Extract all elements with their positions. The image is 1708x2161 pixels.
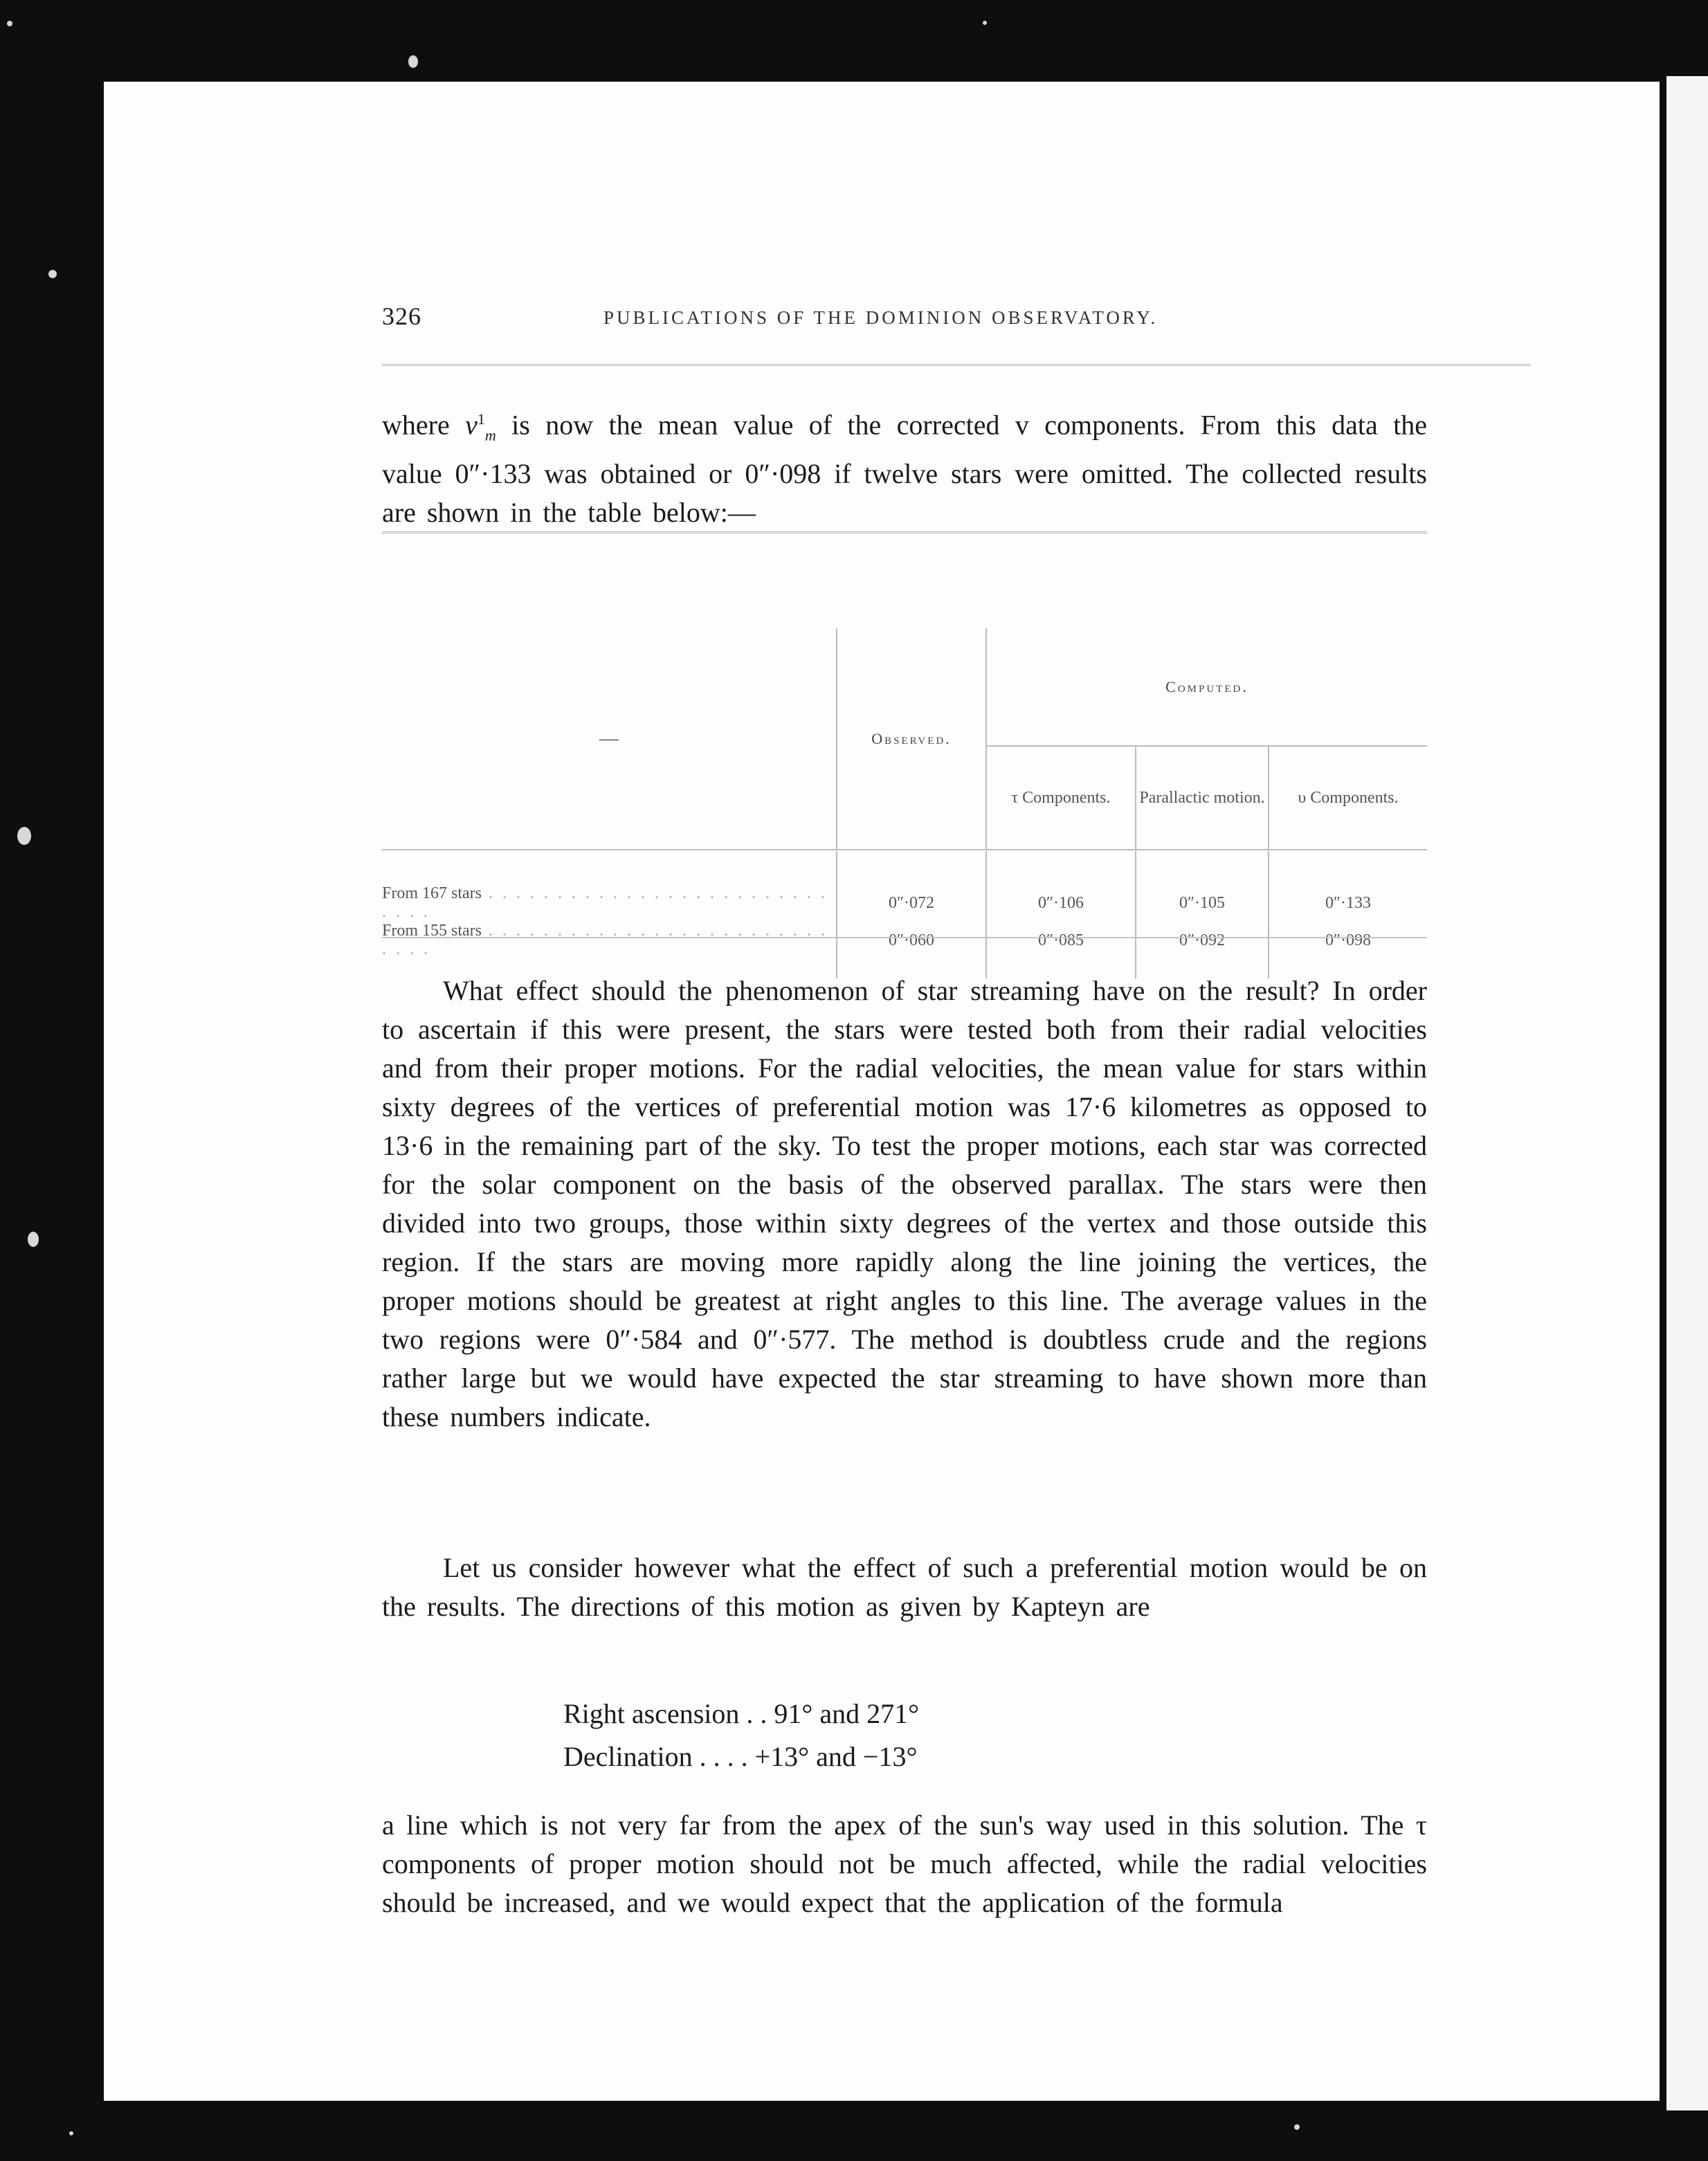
upsilon-components-header: υ Components. [1269, 746, 1427, 850]
scan-speck [69, 2131, 73, 2135]
paragraph-application: a line which is not very far from the apex of the sun's way used in this solution. The τ components of proper motion should not be much affected, while the radial velocities should be increased, and we would expect that the application of the formula [382, 1809, 1427, 1918]
declination-line: Declination . . . . +13° and −13° [563, 1741, 918, 1772]
math-symbol: v [465, 409, 478, 441]
math-subscript: m [484, 426, 496, 444]
row-label: From 155 stars . . . . . . . . . . . . . . . . . . . . . . . . . . . . . [382, 922, 828, 958]
blank-header-cell: — [599, 727, 619, 749]
paragraph-preferential-motion: Let us consider however what the effect of such a preferential motion would be on the results. The directions of this motion as given by Kapteyn are [382, 1552, 1427, 1622]
observed-value: 0″·072 [837, 884, 986, 922]
page-number: 326 [382, 302, 421, 330]
scan-speck [7, 21, 12, 26]
table-top-rule [382, 531, 1427, 536]
paragraph-star-streaming: What effect should the phenomenon of star streaming have on the result? In order to ascertain if this were present, the stars were tested both from their radial velocities and from their proper motions. For the radial velocities, the mean value for stars within sixty degrees of the vertices of preferential motion was 17·6 kilometres as opposed to 13·6 in the remaining part of the sky. To test the proper motions, each star was corrected for the solar component on the basis of the observed parallax. The stars were then divided into two groups, those within sixty degrees of the vertex and those outside this region. If the stars are moving more rapidly along the line joining the vertices, the proper motions should be greatest at right angles to this line. The average values in the two regions were 0″·584 and 0″·577. The method is doubtless crude and the regions rather large but we would have expected the star streaming to have shown more than these numbers indicate. [382, 975, 1427, 1432]
tau-value: 0″·085 [986, 922, 1136, 959]
kapteyn-directions [563, 1693, 1186, 1778]
intro-paragraph [382, 400, 1427, 532]
scan-speck [983, 21, 987, 25]
table-row [382, 922, 1427, 959]
scan-speck [408, 55, 418, 68]
scan-speck [1294, 2124, 1300, 2130]
computed-header: Computed. [986, 628, 1427, 746]
adjacent-page-edge [1666, 76, 1708, 2110]
header-rule [382, 364, 1531, 369]
upsilon-value: 0″·133 [1269, 884, 1427, 922]
table-row [382, 884, 1427, 922]
math-superscript: 1 [477, 410, 485, 428]
tau-components-header: τ Components. [986, 746, 1136, 850]
scan-speck [17, 827, 31, 845]
observed-value: 0″·060 [837, 922, 986, 959]
right-ascension-line: Right ascension . . 91° and 271° [563, 1698, 920, 1729]
scan-speck [28, 1232, 39, 1247]
scan-speck [48, 270, 57, 278]
observed-header: Observed. [837, 628, 986, 850]
intro-text-end: is now the mean value of the corrected v components. From this data the value 0″·133 was obtained or 0″·098 if twelve stars were omitted. The collected results are shown in the table below:— [382, 409, 1427, 529]
results-table [382, 628, 1427, 978]
upsilon-value: 0″·098 [1269, 922, 1427, 959]
row-label: From 167 stars . . . . . . . . . . . . . . . . . . . . . . . . . . . . . [382, 884, 828, 921]
parallactic-motion-header: Parallactic motion. [1136, 746, 1269, 850]
running-title: PUBLICATIONS OF THE DOMINION OBSERVATORY. [603, 307, 1159, 328]
parallactic-value: 0″·092 [1136, 922, 1269, 959]
intro-text-start: where [382, 409, 466, 441]
scanned-page [104, 82, 1660, 2101]
parallactic-value: 0″·105 [1136, 884, 1269, 922]
table-bottom-rule [382, 937, 1427, 938]
tau-value: 0″·106 [986, 884, 1136, 922]
